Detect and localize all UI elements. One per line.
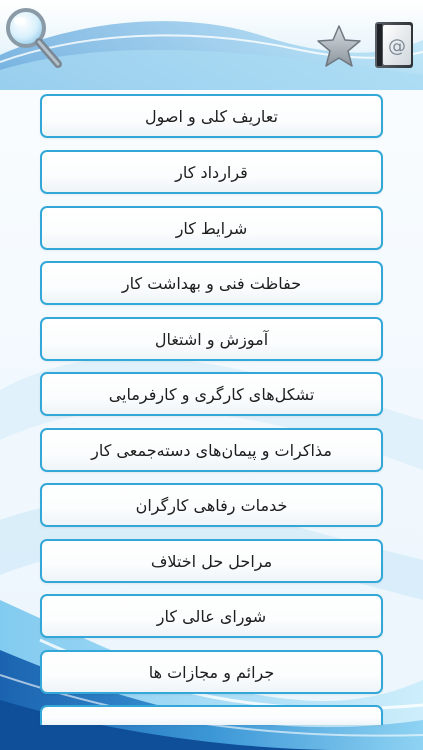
menu-item-label: حفاظت فنی و بهداشت کار (121, 273, 302, 293)
menu-item-label: مراحل حل اختلاف (150, 551, 273, 571)
menu-item-label: جرائم و مجازات ها (148, 662, 275, 682)
menu-item-employment-contract[interactable] (40, 150, 383, 194)
menu-item-worker-employer-organizations[interactable] (40, 372, 383, 416)
menu-item-label: تشکل‌های کارگری و کارفرمایی (108, 384, 315, 404)
svg-text:@: @ (388, 36, 406, 57)
menu-item-collective-agreements[interactable] (40, 428, 383, 472)
menu-item-label: خدمات رفاهی کارگران (135, 495, 288, 515)
menu-item-label: شرایط کار (175, 218, 248, 238)
menu-item-label: تعاریف کلی و اصول (145, 106, 278, 126)
menu-item-general-definitions[interactable] (40, 94, 383, 138)
menu-item-training-employment[interactable] (40, 317, 383, 361)
menu-item-work-conditions[interactable] (40, 206, 383, 250)
menu-item-welfare-services[interactable] (40, 483, 383, 527)
menu-item-safety-health[interactable] (40, 261, 383, 305)
menu-item-label: آموزش و اشتغال (154, 329, 269, 349)
menu-item-next-partial[interactable] (40, 705, 383, 725)
menu-item-label: شورای عالی کار (156, 606, 267, 626)
menu-item-offenses-penalties[interactable] (40, 650, 383, 694)
menu-item-label: قرارداد کار (175, 162, 248, 182)
menu-item-label: مذاکرات و پیمان‌های دسته‌جمعی کار (91, 440, 332, 460)
menu-item-dispute-resolution[interactable] (40, 539, 383, 583)
menu-item-supreme-labor-council[interactable] (40, 594, 383, 638)
